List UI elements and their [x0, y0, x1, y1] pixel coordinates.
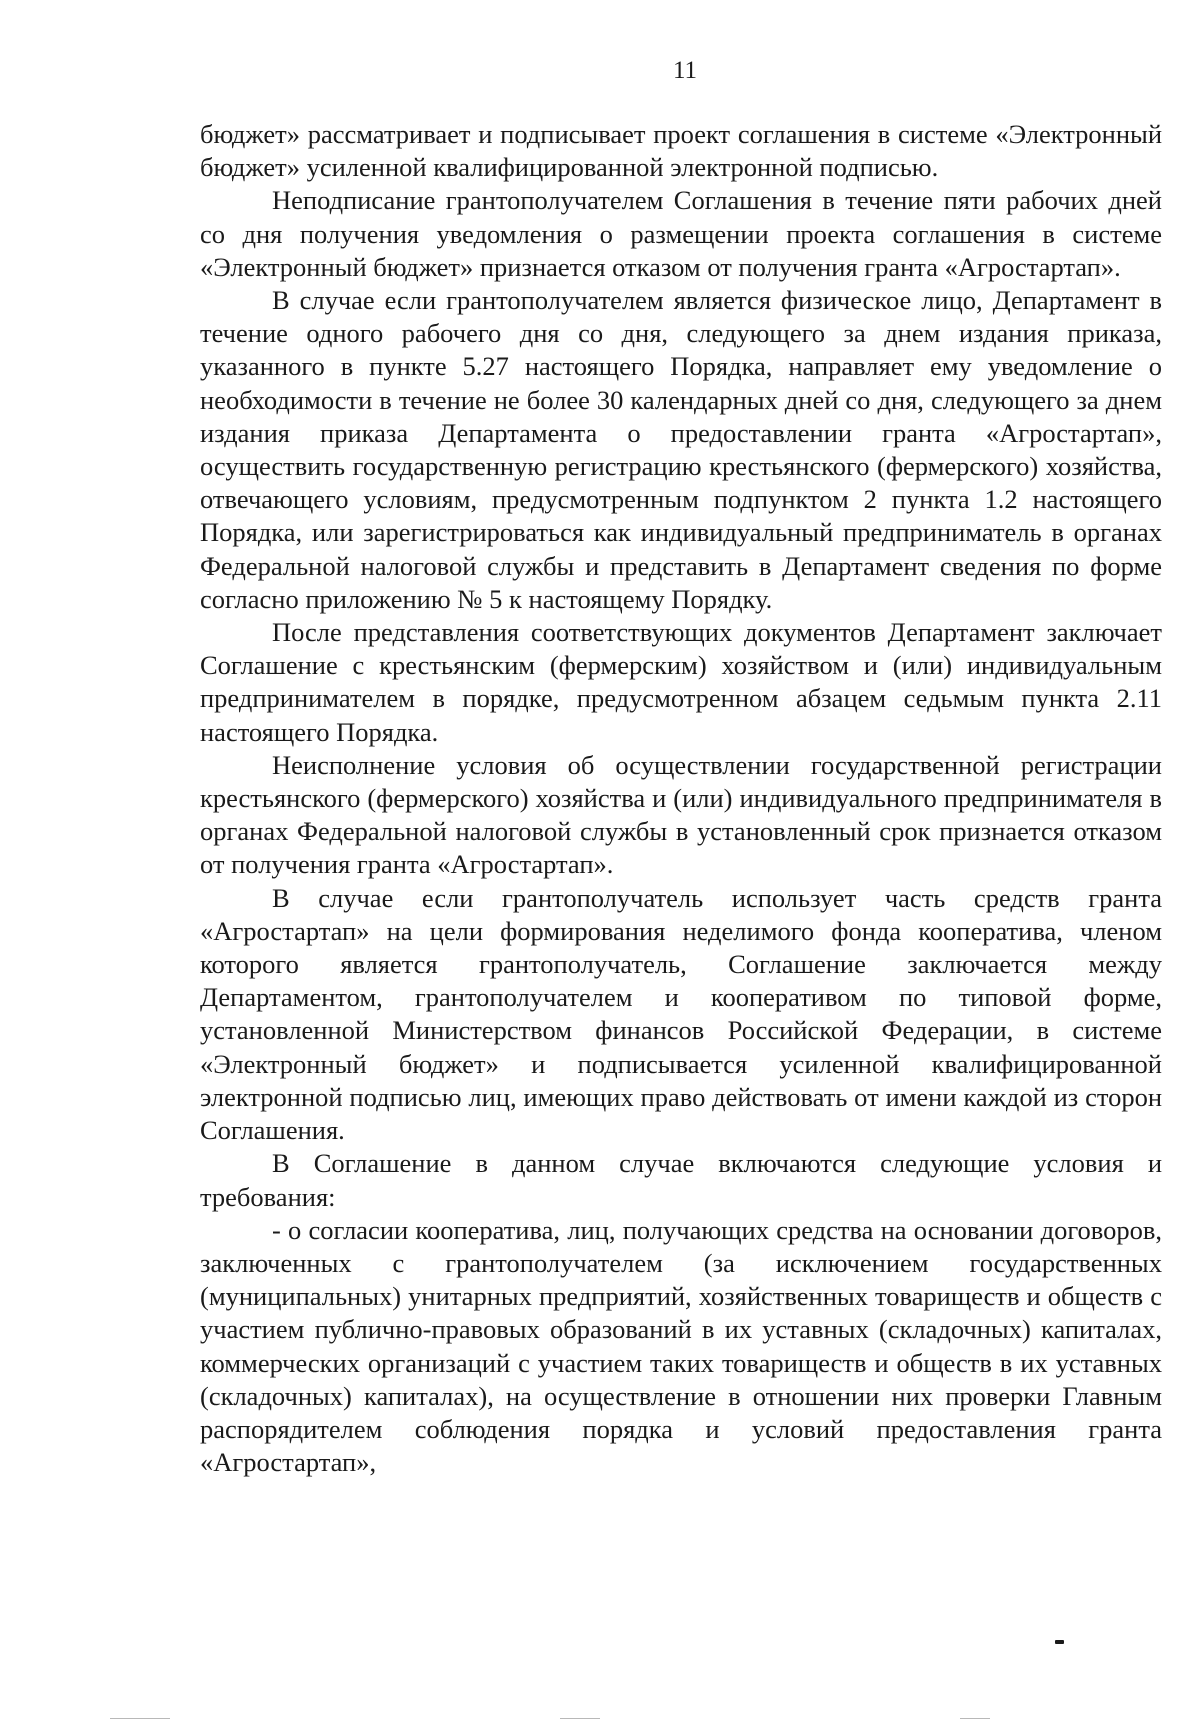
paragraph: В случае если грантополучателем является физическое лицо, Департамент в течение одного рабочего дня со дня, следующего за днем издания приказа, указанного в пункте 5.27 настоящего Порядка, направляет ему уведомление о необходимости в течение не более 30 календарных дней со дня, следующего за днем издания приказа Департамента о предоставлении гранта «Агростартап», осуществить государственную регистрацию крестьянского (фермерского) хозяйства, отвечающего условиям, предусмотренным подпунктом 2 пункта 1.2 настоящего Порядка, или зарегистрироваться как индивидуальный предприниматель в органах Федеральной налоговой службы и представить в Департамент сведения по форме согласно приложению № 5 к настоящему Порядку.: [200, 285, 1162, 614]
paragraph: бюджет» рассматривает и подписывает проект соглашения в системе «Электронный бюджет» усиленной квалифицированной электронной подписью.: [200, 119, 1162, 183]
scan-mark: [1055, 1640, 1064, 1644]
document-body: [200, 118, 1162, 1479]
scan-edge-mark: [960, 1718, 990, 1719]
paragraph: Неподписание грантополучателем Соглашения в течение пяти рабочих дней со дня получения уведомления о размещении проекта соглашения в системе «Электронный бюджет» признается отказом от получения гранта «Агростартап».: [200, 185, 1162, 282]
paragraph: - о согласии кооператива, лиц, получающих средства на основании договоров, заключенных с грантополучателем (за исключением государственных (муниципальных) унитарных предприятий, хозяйственных товариществ и обществ с участием публично-правовых образований в их уставных (складочных) капиталах, коммерческих организаций с участием таких товариществ и обществ в их уставных (складочных) капиталах), на осуществление в отношении них проверки Главным распорядителем соблюдения порядка и условий предоставления гранта «Агростартап»,: [200, 1214, 1162, 1478]
paragraph: После представления соответствующих документов Департамент заключает Соглашение с крестьянским (фермерским) хозяйством и (или) индивидуальным предпринимателем в порядке, предусмотренном абзацем седьмым пункта 2.11 настоящего Порядка.: [200, 617, 1162, 747]
paragraph: В Соглашение в данном случае включаются следующие условия и требования:: [200, 1148, 1162, 1212]
paragraph: В случае если грантополучатель использует часть средств гранта «Агростартап» на цели формирования неделимого фонда кооператива, членом которого является грантополучатель, Соглашение заключается между Департаментом, грантополучателем и кооперативом по типовой форме, установленной Министерством финансов Российской Федерации, в системе «Электронный бюджет» и подписывается усиленной квалифицированной электронной подписью лиц, имеющих право действовать от имени каждой из сторон Соглашения.: [200, 882, 1162, 1146]
page-number: 11: [672, 57, 698, 84]
scan-edge-mark: [560, 1718, 600, 1719]
scan-edge-mark: [110, 1718, 170, 1719]
paragraph: Неисполнение условия об осуществлении государственной регистрации крестьянского (фермерского) хозяйства и (или) индивидуального предпринимателя в органах Федеральной налоговой службы в установленный срок признается отказом от получения гранта «Агростартап».: [200, 749, 1162, 880]
